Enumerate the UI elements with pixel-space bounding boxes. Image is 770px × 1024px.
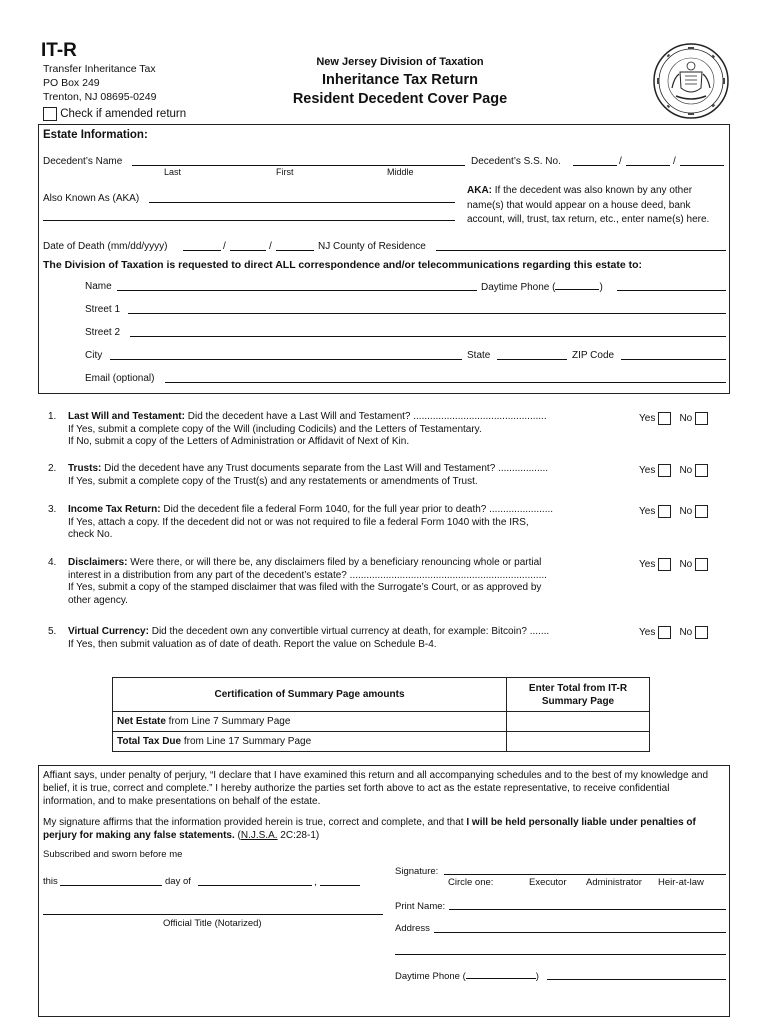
address-label: Address <box>395 923 430 934</box>
ssn-part1-input[interactable] <box>573 165 617 166</box>
yes-no-will <box>639 412 708 425</box>
question-detail: If Yes, attach a copy. If the decedent did not or was not required to file a federal Form 1040 with the IRS, <box>68 516 529 528</box>
month-input[interactable] <box>198 885 312 886</box>
question-will <box>48 411 632 449</box>
yes-label: Yes <box>639 627 656 639</box>
official-title-label: Official Title (Notarized) <box>163 918 262 929</box>
dod-year-input[interactable] <box>276 250 314 251</box>
question-text: Were there, or will there be, any disclaimers filed by a beneficiary renouncing whole or partial <box>127 557 542 568</box>
ssn-part3-input[interactable] <box>680 165 724 166</box>
role-heir-at-law[interactable]: Heir-at-law <box>658 877 704 888</box>
name-part-last: Last <box>164 167 182 177</box>
no-checkbox[interactable] <box>695 464 708 477</box>
question-virtual-currency <box>48 626 632 651</box>
table-row <box>113 712 650 732</box>
question-income-tax <box>48 504 632 542</box>
yes-label: Yes <box>639 506 656 518</box>
cert-total-header <box>507 678 650 712</box>
ssn-separator: / <box>619 156 622 167</box>
contact-name-input[interactable] <box>117 290 477 291</box>
no-label: No <box>679 465 693 477</box>
net-estate-input[interactable] <box>507 712 650 732</box>
aka-note <box>467 184 709 228</box>
address-input-1[interactable] <box>434 932 726 933</box>
table-row <box>113 732 650 752</box>
question-title: Trusts: <box>68 463 102 474</box>
yes-no-trusts <box>639 464 708 477</box>
signature-label: Signature: <box>395 866 439 877</box>
street2-label: Street 2 <box>85 327 121 338</box>
contact-phone-label: Daytime Phone ( ) <box>481 282 603 293</box>
aka-input-2[interactable] <box>43 220 455 221</box>
county-input[interactable] <box>436 250 726 251</box>
question-title: Last Will and Testament: <box>68 411 185 422</box>
question-detail: other agency. <box>68 594 128 606</box>
this-label: this <box>43 876 58 887</box>
liability-text: My signature affirms that the information provided herein is true, correct and complete, and that <box>43 817 467 828</box>
subscribed-label: Subscribed and sworn before me <box>43 849 183 860</box>
cite-open: ( <box>234 830 241 841</box>
yes-no-income-tax <box>639 505 708 518</box>
ssn-part2-input[interactable] <box>626 165 670 166</box>
date-of-death-label: Date of Death (mm/dd/yyyy) <box>43 241 168 252</box>
contact-name-label: Name <box>85 281 112 292</box>
name-part-first: First <box>276 167 294 177</box>
question-detail: interest in a distribution from any part of the decedent’s estate? ....................................................................... <box>68 569 547 581</box>
street2-input[interactable] <box>130 336 726 337</box>
question-number: 1. <box>48 411 57 422</box>
circle-one-label: Circle one: <box>448 877 494 888</box>
aka-note-text: If the decedent was also known by any other <box>492 185 693 196</box>
question-detail: If Yes, then submit valuation as of date of death. Report the value on Schedule B-4. <box>68 638 437 650</box>
zip-label: ZIP Code <box>572 350 615 361</box>
address-line: PO Box 249 <box>43 77 100 89</box>
amended-return-option[interactable] <box>43 107 186 121</box>
signature-input[interactable] <box>444 874 726 875</box>
question-title: Virtual Currency: <box>68 626 149 637</box>
row-text: from Line 7 Summary Page <box>165 716 291 727</box>
day-input[interactable] <box>60 885 162 886</box>
no-label: No <box>679 559 693 571</box>
decedent-name-input[interactable] <box>132 165 465 166</box>
address-line: Trenton, NJ 08695-0249 <box>43 91 157 103</box>
no-label: No <box>679 413 693 425</box>
agency-name: New Jersey Division of Taxation <box>316 56 484 68</box>
contact-phone-text: Daytime Phone <box>481 282 550 293</box>
amended-return-checkbox[interactable] <box>43 107 57 121</box>
aka-note-title: AKA: <box>467 185 492 196</box>
question-detail: If Yes, submit a copy of the stamped disclaimer that was filed with the Surrogate’s Court, or as approved by <box>68 582 542 593</box>
address-line: Transfer Inheritance Tax <box>43 63 156 75</box>
row-bold: Total Tax Due <box>117 736 182 747</box>
contact-phone-input[interactable] <box>617 290 726 291</box>
certification-table <box>112 677 650 752</box>
affidavit-statement: Affiant says, under penalty of perjury, “I declare that I have examined this return and all accompanying schedules and to the best of my knowledge and belief, it is true, correct and complete.” I hereby authorize the parties set forth above to act as the estate representative, to receive confidential information, and to make presentations on behalf of the estate. <box>43 770 709 807</box>
no-label: No <box>679 506 693 518</box>
print-name-label: Print Name: <box>395 901 446 912</box>
state-seal <box>652 42 730 120</box>
cert-total-header-line: Summary Page <box>541 695 615 707</box>
aka-label: Also Known As (AKA) <box>43 193 140 204</box>
question-number: 5. <box>48 626 57 637</box>
state-input[interactable] <box>497 359 567 360</box>
role-administrator[interactable]: Administrator <box>586 877 642 888</box>
yes-no-disclaimers <box>639 558 708 571</box>
amended-return-label: Check if amended return <box>60 108 187 121</box>
estate-section-title: Estate Information: <box>43 129 148 141</box>
official-title-input[interactable] <box>43 914 383 915</box>
city-input[interactable] <box>110 359 462 360</box>
question-title: Income Tax Return: <box>68 504 161 515</box>
signer-phone-input[interactable] <box>547 979 726 980</box>
no-checkbox[interactable] <box>695 626 708 639</box>
city-label: City <box>85 350 103 361</box>
state-label: State <box>467 350 491 361</box>
day-of-label: day of <box>165 876 191 887</box>
form-title: Inheritance Tax Return <box>321 72 479 88</box>
question-text: Did the decedent file a federal Form 1040, for the full year prior to death? ....................... <box>160 504 554 515</box>
question-number: 4. <box>48 557 57 568</box>
question-detail: If No, submit a copy of the Letters of Administration or Affidavit of Next of Kin. <box>68 436 410 447</box>
role-executor[interactable]: Executor <box>529 877 567 888</box>
total-tax-due-label <box>113 732 507 752</box>
email-label: Email (optional) <box>85 373 155 384</box>
dod-separator: / <box>269 241 272 252</box>
question-text: Did the decedent have a Last Will and Testament? ................................................ <box>184 411 547 422</box>
county-label: NJ County of Residence <box>318 241 426 252</box>
yes-no-virtual-currency <box>639 626 708 639</box>
question-detail: If Yes, submit a complete copy of the Trust(s) and any restatements or amendments of Trust. <box>68 475 478 487</box>
decedent-name-label: Decedent’s Name <box>43 156 123 167</box>
question-number: 3. <box>48 504 57 515</box>
no-label: No <box>679 627 693 639</box>
yes-checkbox[interactable] <box>658 464 671 477</box>
yes-checkbox[interactable] <box>658 412 671 425</box>
question-text: Did the decedent have any Trust documents separate from the Last Will and Testament? .................. <box>101 463 549 474</box>
row-text: from Line 17 Summary Page <box>181 736 312 747</box>
form-subtitle: Resident Decedent Cover Page <box>292 91 508 107</box>
signer-phone-text: Daytime Phone ( <box>395 971 466 982</box>
comma: , <box>314 877 317 888</box>
street1-label: Street 1 <box>85 304 121 315</box>
net-estate-label <box>113 712 507 732</box>
total-tax-due-input[interactable] <box>507 732 650 752</box>
aka-note-text: name(s) that would appear on a house deed, bank <box>467 199 691 211</box>
street1-input[interactable] <box>128 313 726 314</box>
question-disclaimers <box>48 557 632 607</box>
yes-checkbox[interactable] <box>658 505 671 518</box>
agency-address <box>43 62 156 104</box>
name-part-middle: Middle <box>387 167 414 177</box>
signer-phone-label: Daytime Phone ( ) <box>395 971 539 982</box>
year-input[interactable] <box>320 885 360 886</box>
cite-link: N.J.S.A. <box>240 830 278 841</box>
yes-label: Yes <box>639 559 656 571</box>
yes-checkbox[interactable] <box>658 626 671 639</box>
no-checkbox[interactable] <box>695 412 708 425</box>
cert-total-header-line: Enter Total from IT-R <box>528 682 628 694</box>
question-detail: If Yes, submit a complete copy of the Will (including Codicils) and the Letters of Testamentary. <box>68 423 482 435</box>
affidavit-liability <box>43 816 723 842</box>
dod-separator: / <box>223 241 226 252</box>
yes-label: Yes <box>639 413 656 425</box>
cite-close: 2C:28-1) <box>277 830 320 841</box>
no-checkbox[interactable] <box>695 558 708 571</box>
aka-note-text: account, will, trust, tax return, etc., enter name(s) here. <box>467 214 710 225</box>
row-bold: Net Estate <box>117 716 166 727</box>
yes-label: Yes <box>639 465 656 477</box>
yes-checkbox[interactable] <box>658 558 671 571</box>
question-detail: check No. <box>68 529 113 540</box>
question-text: Did the decedent own any convertible virtual currency at death, for example: Bitcoin? ....... <box>148 626 550 637</box>
no-checkbox[interactable] <box>695 505 708 518</box>
aka-input-1[interactable] <box>149 202 455 203</box>
print-name-input[interactable] <box>449 909 726 910</box>
ssn-separator: / <box>673 156 676 167</box>
liability-bold: I will be held personally liable under penalties of perjury for making any false statements. <box>43 817 696 841</box>
question-trusts <box>48 463 632 488</box>
dod-day-input[interactable] <box>230 250 266 251</box>
cert-col-header: Certification of Summary Page amounts <box>113 678 507 712</box>
ssn-label: Decedent’s S.S. No. <box>471 156 561 167</box>
email-input[interactable] <box>165 382 726 383</box>
form-id: IT-R <box>41 40 77 61</box>
dod-month-input[interactable] <box>183 250 221 251</box>
zip-input[interactable] <box>621 359 726 360</box>
correspondence-notice: The Division of Taxation is requested to direct ALL correspondence and/or telecommunications regarding this estate to: <box>43 259 642 271</box>
address-input-2[interactable] <box>395 954 726 955</box>
question-title: Disclaimers: <box>68 557 128 568</box>
question-number: 2. <box>48 463 57 474</box>
